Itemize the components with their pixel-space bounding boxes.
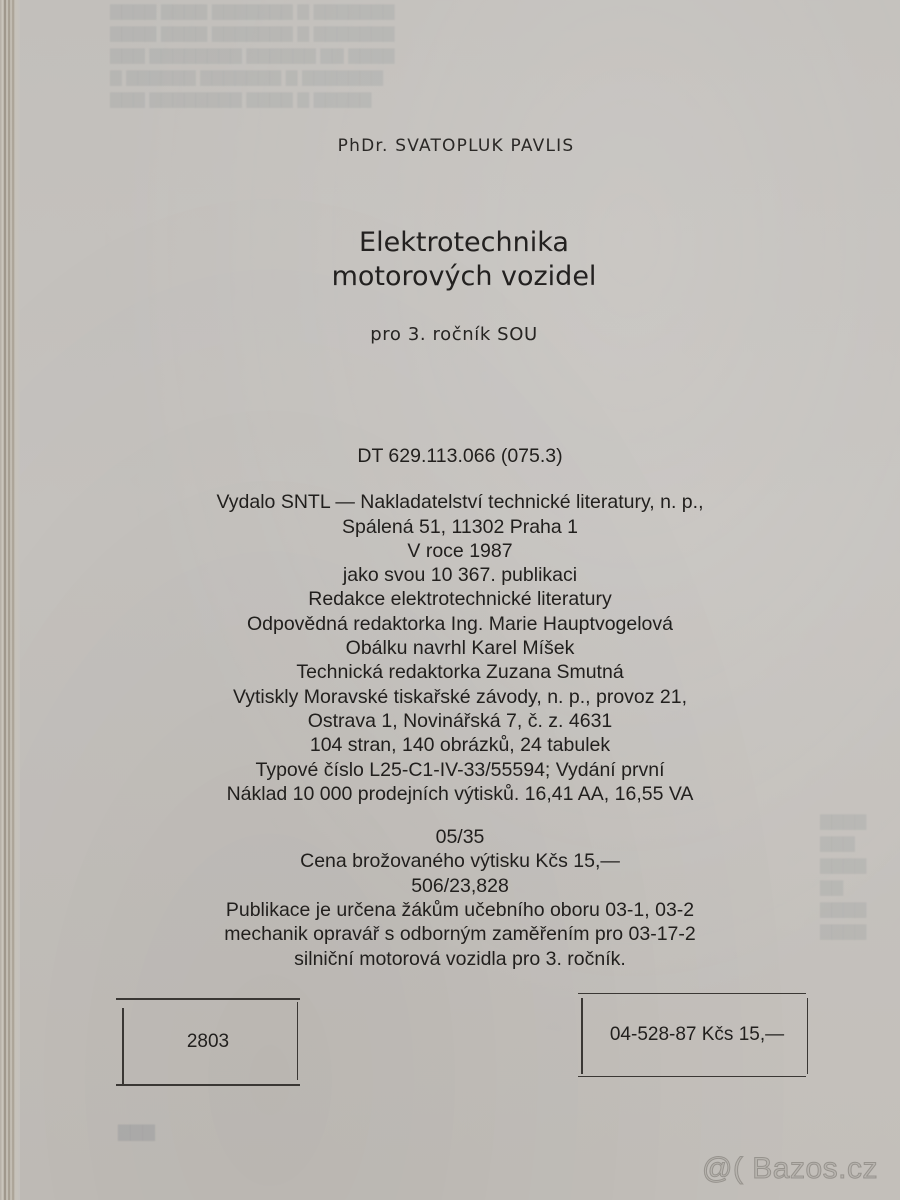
imprint-line: Obálku navrhl Karel Míšek bbox=[345, 637, 575, 660]
imprint-line: Vytiskly Moravské tiskařské závody, n. p., provoz 21, bbox=[232, 685, 688, 708]
order-price-box bbox=[578, 993, 806, 1077]
classification-code: DT 629.113.066 (075.3) bbox=[357, 445, 563, 467]
imprint-line: Typové číslo L25-C1-IV-33/55594; Vydání první bbox=[255, 758, 665, 781]
book-subtitle: pro 3. ročník SOU bbox=[370, 324, 538, 345]
book-title bbox=[0, 226, 900, 294]
imprint-line: Ostrava 1, Novinářská 7, č. z. 4631 bbox=[307, 709, 613, 732]
book-page-edges bbox=[0, 0, 20, 1200]
audience-line: mechanik opravář s odborným zaměřením pro 03-17-2 bbox=[224, 923, 696, 946]
bleed-through-page-number: ▇▇▇ bbox=[118, 1122, 155, 1141]
imprint-line: Technická redaktorka Zuzana Smutná bbox=[296, 661, 624, 684]
imprint-line: Redakce elektrotechnické literatury bbox=[308, 588, 612, 611]
price-line: Cena brožovaného výtisku Kčs 15,— bbox=[300, 850, 620, 873]
bleed-through-text-right: ▇▇▇▇ ▇▇▇ ▇▇▇▇ ▇▇ ▇▇▇▇ ▇▇▇▇ bbox=[820, 812, 867, 940]
audience-line: Publikace je určena žákům učebního oboru 03-1, 03-2 bbox=[225, 899, 695, 922]
imprint-line: Vydalo SNTL — Nakladatelství technické literatury, n. p., bbox=[216, 491, 704, 514]
print-number-box bbox=[116, 998, 300, 1086]
imprint-line: Odpovědná redaktorka Ing. Marie Hauptvogelová bbox=[246, 612, 673, 635]
book-title-line-1: Elektrotechnika bbox=[359, 227, 569, 258]
order-price: 04-528-87 Kčs 15,— bbox=[609, 1024, 785, 1045]
book-title-line-2: motorových vozidel bbox=[331, 261, 597, 292]
catalog-number: 506/23,828 bbox=[411, 874, 509, 897]
imprint-line: Náklad 10 000 prodejních výtisků. 16,41 AA, 16,55 VA bbox=[226, 782, 694, 805]
imprint-line: jako svou 10 367. publikaci bbox=[342, 564, 578, 587]
publication-code: 05/35 bbox=[435, 826, 485, 849]
imprint-block bbox=[126, 444, 794, 971]
author-name: PhDr. SVATOPLUK PAVLIS bbox=[337, 136, 575, 156]
bazos-watermark: @( Bazos.cz bbox=[702, 1152, 878, 1185]
print-number: 2803 bbox=[186, 1031, 230, 1052]
imprint-line: Spálená 51, 11302 Praha 1 bbox=[342, 515, 578, 538]
audience-line: silniční motorová vozidla pro 3. ročník. bbox=[294, 947, 626, 970]
imprint-line: V roce 1987 bbox=[407, 539, 513, 562]
imprint-line: 104 stran, 140 obrázků, 24 tabulek bbox=[309, 734, 611, 757]
bleed-through-text-top: ▇▇▇▇ ▇▇▇▇ ▇▇▇▇▇▇▇ ▇ ▇▇▇▇▇▇▇ ▇▇▇▇ ▇▇▇▇ ▇▇▇▇▇▇▇ ▇ ▇▇▇▇▇▇▇ ▇▇▇ ▇▇▇▇▇▇▇▇ ▇▇▇▇▇▇ ▇▇ ▇▇▇▇ ▇ ▇▇▇▇▇▇ ▇▇▇▇▇▇▇ ▇ ▇▇▇▇▇▇▇ ▇▇▇ ▇▇▇▇▇▇▇▇ ▇▇▇▇ ▇ ▇▇▇▇▇ bbox=[110, 2, 395, 108]
